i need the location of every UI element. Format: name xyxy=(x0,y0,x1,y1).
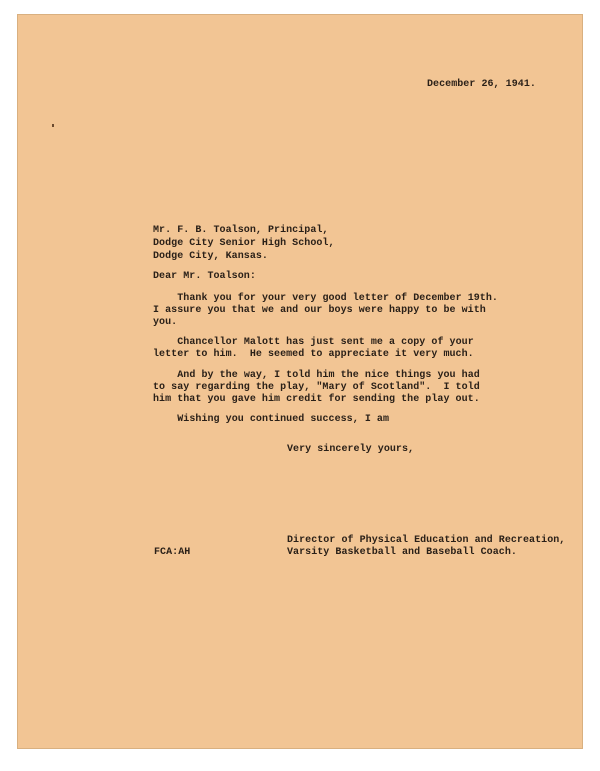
salutation: Dear Mr. Toalson: xyxy=(153,271,256,282)
paragraph-1-line-1: Thank you for your very good letter of December 19th. xyxy=(147,293,498,304)
paragraph-3-line-3: him that you gave him credit for sending the play out. xyxy=(153,394,480,405)
paragraph-3-line-1: And by the way, I told him the nice things you had xyxy=(147,370,480,381)
typist-initials: FCA:AH xyxy=(154,547,191,558)
recipient-line-3: Dodge City, Kansas. xyxy=(153,251,268,262)
letter-date: December 26, 1941. xyxy=(427,79,536,90)
paragraph-3-line-2: to say regarding the play, "Mary of Scotland". I told xyxy=(153,382,480,393)
recipient-line-1: Mr. F. B. Toalson, Principal, xyxy=(153,225,329,236)
paragraph-1-line-2: I assure you that we and our boys were happy to be with xyxy=(153,305,486,316)
signature-title-line-1: Director of Physical Education and Recreation, xyxy=(287,535,566,546)
closing: Very sincerely yours, xyxy=(287,444,415,455)
paragraph-1-line-3: you. xyxy=(153,317,178,328)
paper-mark xyxy=(52,124,54,127)
signature-title-line-2: Varsity Basketball and Baseball Coach. xyxy=(287,547,517,558)
paragraph-2-line-2: letter to him. He seemed to appreciate it very much. xyxy=(153,349,474,360)
paragraph-4-line-1: Wishing you continued success, I am xyxy=(147,414,390,425)
paragraph-2-line-1: Chancellor Malott has just sent me a copy of your xyxy=(147,337,474,348)
recipient-line-2: Dodge City Senior High School, xyxy=(153,238,335,249)
